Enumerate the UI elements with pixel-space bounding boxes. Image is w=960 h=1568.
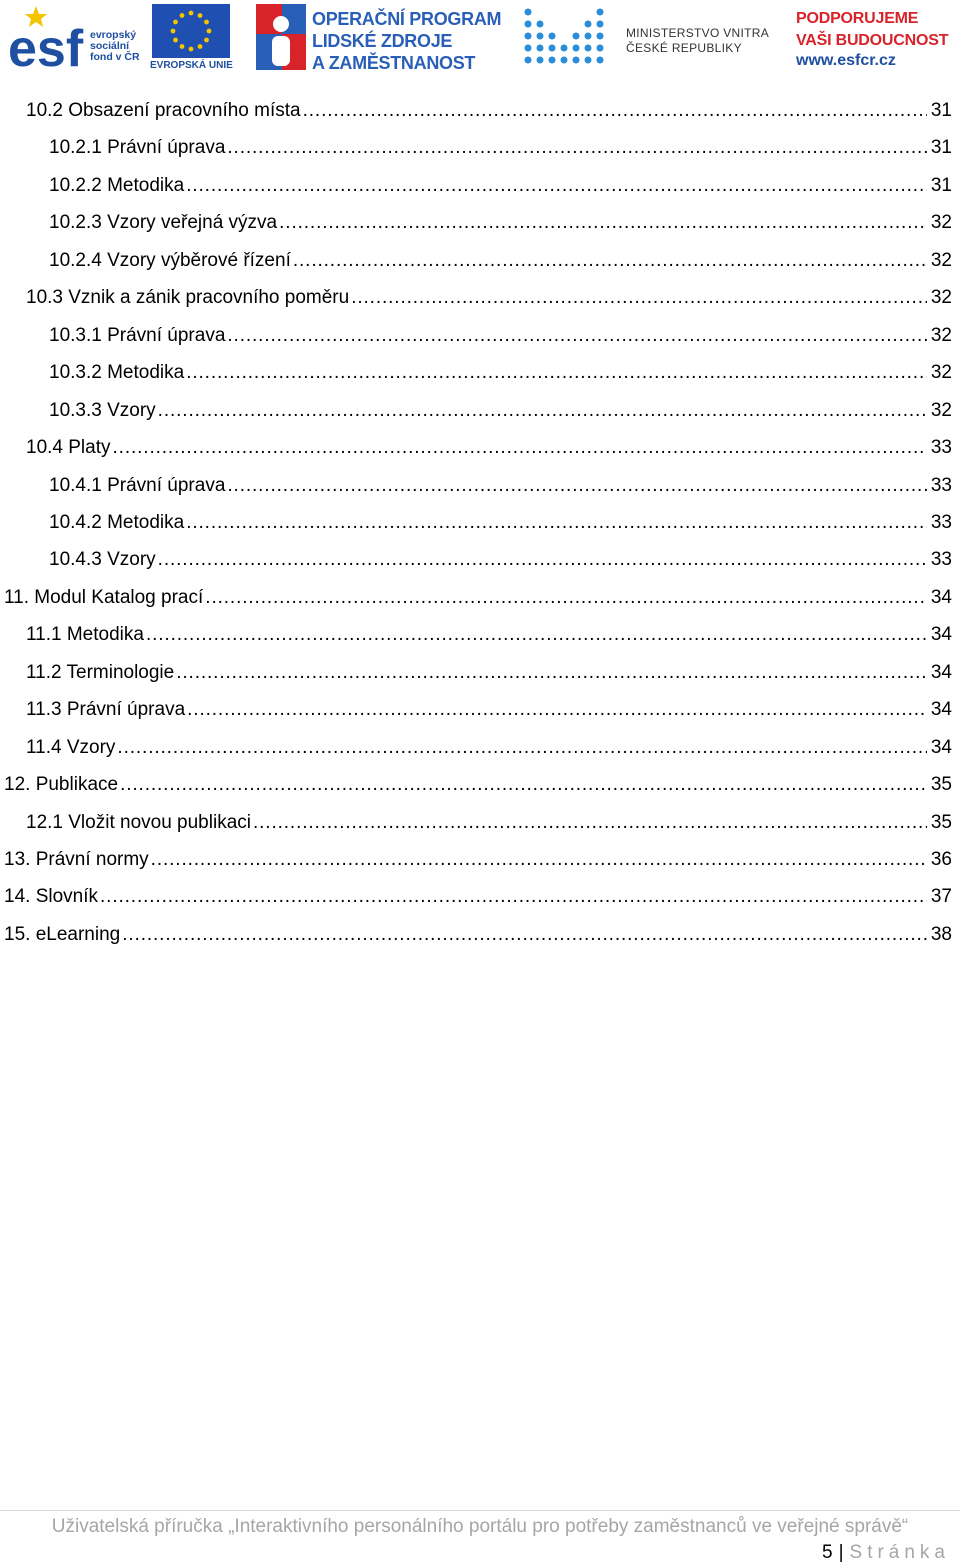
toc-entry-title[interactable]: 12. Publikace (4, 774, 119, 796)
toc-entry-page[interactable]: 34 (930, 586, 952, 608)
op-title: OPERAČNÍ PROGRAM LIDSKÉ ZDROJE A ZAMĚSTNANOST (312, 9, 502, 73)
toc-entry[interactable] (0, 656, 960, 693)
toc-dot-leader (158, 549, 927, 571)
toc-entry[interactable] (0, 581, 960, 618)
toc-dot-leader (186, 512, 927, 534)
footer-separator: | (838, 1542, 844, 1563)
toc-entry-page[interactable]: 35 (930, 774, 952, 796)
toc-dot-leader (113, 437, 927, 459)
svg-text:esf: esf (8, 20, 84, 72)
toc-entry[interactable] (0, 356, 960, 393)
toc-entry[interactable] (0, 431, 960, 468)
ministry-caption: MINISTERSTVO VNITRA ČESKÉ REPUBLIKY (626, 26, 770, 55)
toc-entry[interactable] (0, 806, 960, 843)
toc-entry[interactable] (0, 880, 960, 917)
toc-dot-leader (146, 624, 927, 646)
toc-entry-page[interactable]: 33 (930, 474, 952, 496)
toc-dot-leader (227, 475, 926, 497)
toc-dot-leader (122, 924, 927, 946)
toc-entry-page[interactable]: 32 (930, 212, 952, 234)
toc-entry-title[interactable]: 11.4 Vzory (26, 736, 116, 758)
toc-entry-title[interactable]: 15. eLearning (4, 923, 121, 945)
toc-dot-leader (100, 886, 927, 908)
toc-entry-title[interactable]: 11. Modul Katalog prací (4, 586, 204, 608)
toc-dot-leader (176, 662, 927, 684)
toc-dot-leader (205, 587, 927, 609)
toc-entry-page[interactable]: 33 (930, 511, 952, 533)
toc-entry[interactable] (0, 506, 960, 543)
toc-dot-leader (293, 250, 927, 272)
toc-entry-title[interactable]: 10.3.1 Právní úprava (49, 324, 226, 346)
toc-entry-page[interactable]: 32 (930, 249, 952, 271)
toc-entry-title[interactable]: 14. Slovník (4, 886, 98, 908)
toc-entry-page[interactable]: 38 (930, 923, 952, 945)
footer-page-indicator (822, 1542, 950, 1564)
esf-url: www.esfcr.cz (796, 52, 896, 69)
toc-entry-page[interactable]: 33 (930, 437, 952, 459)
toc-entry[interactable] (0, 394, 960, 431)
toc-entry-page[interactable]: 32 (930, 324, 952, 346)
footer-page-word: Stránka (849, 1542, 950, 1563)
esf-caption: evropský sociální fond v ČR (90, 29, 140, 63)
toc-entry-page[interactable]: 36 (930, 849, 952, 870)
toc-entry[interactable] (0, 281, 960, 318)
eu-caption: EVROPSKÁ UNIE (150, 60, 233, 71)
toc-entry-title[interactable]: 10.2.4 Vzory výběrové řízení (49, 249, 291, 271)
toc-entry-title[interactable]: 10.2.3 Vzory veřejná výzva (49, 212, 278, 234)
esf-logo-icon (6, 2, 88, 72)
toc-entry-page[interactable]: 35 (930, 811, 952, 833)
toc-entry-title[interactable]: 13. Právní normy (4, 849, 149, 870)
eu-flag-icon (152, 4, 230, 58)
toc-entry-page[interactable]: 37 (930, 886, 952, 908)
toc-entry-page[interactable]: 32 (930, 362, 952, 384)
toc-entry[interactable] (0, 469, 960, 506)
toc-dot-leader (303, 100, 927, 122)
toc-entry-page[interactable]: 34 (930, 736, 952, 758)
toc-dot-leader (186, 362, 927, 384)
toc-dot-leader (120, 774, 927, 796)
toc-entry-title[interactable]: 10.4.2 Metodika (49, 511, 185, 533)
toc-entry-title[interactable]: 10.3.3 Vzory (49, 399, 156, 421)
toc-entry-page[interactable]: 34 (930, 699, 952, 721)
toc-entry-page[interactable]: 33 (930, 549, 952, 571)
toc-dot-leader (186, 175, 927, 197)
toc-entry-title[interactable]: 10.4.3 Vzory (49, 549, 156, 571)
toc-entry-page[interactable]: 34 (930, 661, 952, 683)
toc-entry-page[interactable]: 31 (930, 137, 952, 159)
toc-entry-page[interactable]: 31 (930, 174, 952, 196)
ministry-dots-logo-icon (522, 4, 612, 70)
toc-entry[interactable] (0, 918, 960, 955)
toc-entry-page[interactable]: 31 (930, 100, 952, 121)
toc-entry-title[interactable]: 10.3 Vznik a zánik pracovního poměru (26, 287, 350, 309)
toc-entry-title[interactable]: 10.2.2 Metodika (49, 174, 185, 196)
toc-dot-leader (187, 699, 927, 721)
toc-entry[interactable] (0, 543, 960, 580)
toc-entry-page[interactable]: 32 (930, 287, 952, 309)
toc-dot-leader (253, 812, 927, 834)
toc-entry-title[interactable]: 12.1 Vložit novou publikaci (26, 811, 251, 833)
toc-entry-title[interactable]: 10.4 Platy (26, 437, 111, 459)
toc-entry[interactable] (0, 244, 960, 281)
header-logo-strip (0, 0, 960, 78)
toc-entry-title[interactable]: 11.3 Právní úprava (26, 699, 186, 721)
toc-entry[interactable] (0, 169, 960, 206)
toc-dot-leader (151, 849, 927, 871)
toc-entry-page[interactable]: 32 (930, 399, 952, 421)
toc-dot-leader (227, 137, 926, 159)
toc-entry-title[interactable]: 11.1 Metodika (26, 624, 144, 646)
toc-entry-page[interactable]: 34 (930, 624, 952, 646)
toc-dot-leader (117, 737, 926, 759)
toc-entry[interactable] (0, 319, 960, 356)
toc-dot-leader (351, 287, 927, 309)
toc-dot-leader (158, 400, 927, 422)
toc-entry[interactable] (0, 768, 960, 805)
toc-entry[interactable] (0, 131, 960, 168)
toc-entry-title[interactable]: 11.2 Terminologie (26, 661, 175, 683)
toc-entry[interactable] (0, 206, 960, 243)
toc-entry[interactable] (0, 618, 960, 655)
toc-entry-title[interactable]: 10.2 Obsazení pracovního místa (26, 100, 301, 121)
footer-title: Uživatelská příručka „Interaktivního personálního portálu pro potřeby zaměstnanců ve veřejné správě“ (51, 1516, 909, 1537)
toc-entry-title[interactable]: 10.2.1 Právní úprava (49, 137, 226, 159)
toc-dot-leader (279, 212, 927, 234)
footer-divider (0, 1510, 960, 1511)
footer-page-number: 5 (822, 1542, 833, 1563)
toc-dot-leader (227, 325, 926, 347)
toc-entry[interactable] (0, 693, 960, 730)
toc-entry[interactable] (0, 94, 960, 131)
toc-entry-title[interactable]: 10.3.2 Metodika (49, 362, 185, 384)
toc-entry-title[interactable]: 10.4.1 Právní úprava (49, 474, 226, 496)
toc-entry[interactable] (0, 731, 960, 768)
op-lzz-logo-icon (256, 4, 306, 70)
support-slogan: PODPORUJEME VAŠI BUDOUCNOST (796, 10, 949, 49)
toc-entry[interactable] (0, 843, 960, 880)
